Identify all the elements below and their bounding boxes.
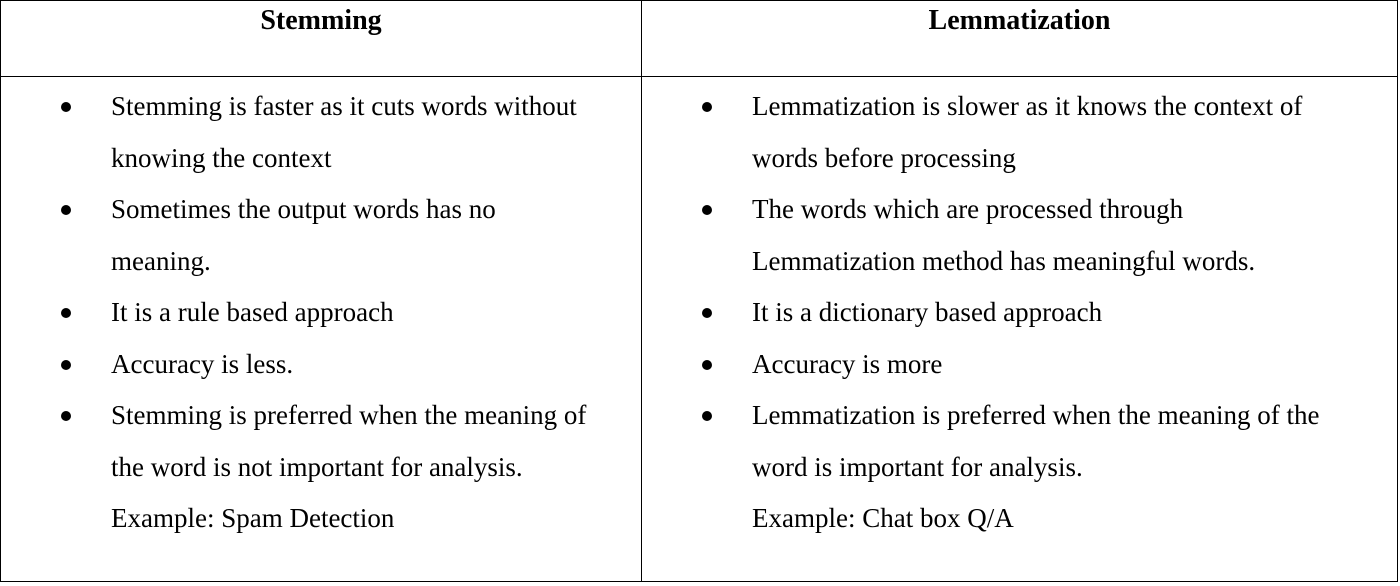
bullet-icon xyxy=(61,411,71,421)
header-stemming: Stemming xyxy=(1,1,642,77)
list-item-text: word is important for analysis. xyxy=(752,451,1083,482)
list-item-text: the word is not important for analysis. xyxy=(111,451,523,482)
bullet-icon xyxy=(702,308,712,318)
header-lemmatization: Lemmatization xyxy=(642,1,1397,77)
bullet-icon xyxy=(61,360,71,370)
list-item xyxy=(752,390,1392,545)
list-item xyxy=(111,339,636,391)
list-item-text: It is a rule based approach xyxy=(111,297,394,327)
list-item-text: Stemming is faster as it cuts words without xyxy=(111,91,577,121)
stemming-list xyxy=(111,81,636,545)
example-text: Example: Chat box Q/A xyxy=(752,503,1014,533)
list-item xyxy=(111,287,636,339)
list-item-text: Lemmatization is preferred when the meaning of the xyxy=(752,400,1320,430)
list-item-text: The words which are processed through xyxy=(752,194,1184,224)
lemmatization-list xyxy=(752,81,1392,545)
list-item xyxy=(111,390,636,545)
lemmatization-cell xyxy=(642,77,1397,581)
list-item xyxy=(752,339,1392,391)
bullet-icon xyxy=(61,205,71,215)
bullet-icon xyxy=(702,360,712,370)
bullet-icon xyxy=(702,205,712,215)
bullet-icon xyxy=(61,308,71,318)
list-item-text: knowing the context xyxy=(111,142,332,173)
list-item xyxy=(752,81,1392,184)
list-item-text: Accuracy is more xyxy=(752,348,943,379)
list-item xyxy=(111,184,636,287)
list-item xyxy=(752,287,1392,339)
stemming-cell xyxy=(1,77,642,581)
bullet-icon xyxy=(702,411,712,421)
list-item-text: Stemming is preferred when the meaning of xyxy=(111,400,587,430)
list-item xyxy=(111,81,636,184)
list-item-text: Lemmatization is slower as it knows the context of xyxy=(752,91,1303,121)
bullet-icon xyxy=(61,102,71,112)
list-item-text: words before processing xyxy=(752,142,1016,173)
bullet-icon xyxy=(702,102,712,112)
list-item-text: It is a dictionary based approach xyxy=(752,297,1103,327)
example-text: Example: Spam Detection xyxy=(111,503,395,533)
list-item-text: meaning. xyxy=(111,245,211,276)
list-item-text: Accuracy is less. xyxy=(111,348,294,379)
list-item-text: Sometimes the output words has no xyxy=(111,194,496,224)
list-item xyxy=(752,184,1392,287)
list-item-text: Lemmatization method has meaningful words. xyxy=(752,245,1256,276)
